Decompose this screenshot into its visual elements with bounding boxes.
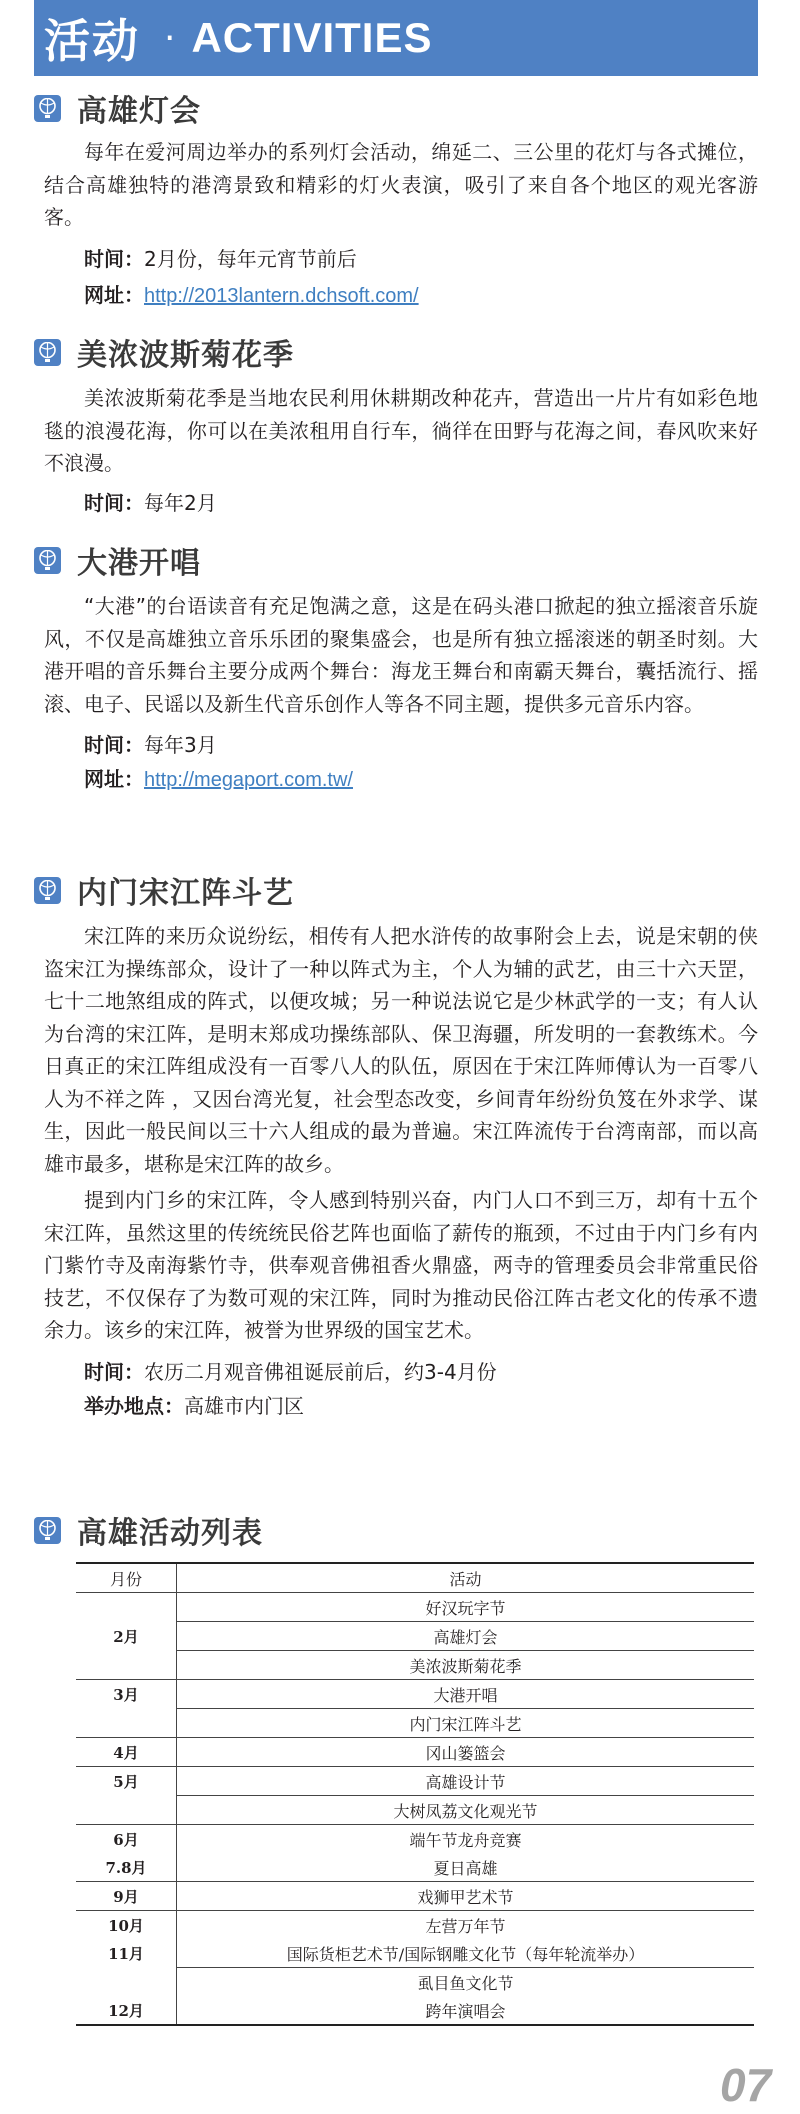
- balloon-icon: [34, 95, 61, 122]
- month-cell: 6月: [76, 1825, 177, 1854]
- section-title: 内门宋江阵斗艺: [77, 876, 294, 911]
- month-cell: 7.8月: [76, 1853, 177, 1882]
- section-title: 高雄活动列表: [77, 1516, 263, 1551]
- header-separator: ·: [164, 17, 176, 59]
- header-title-en: ACTIVITIES: [191, 14, 433, 61]
- activity-cell: 夏日高雄: [433, 1858, 498, 1878]
- table-row: [76, 1911, 754, 1940]
- month-cell: [76, 1651, 177, 1680]
- table-row: [76, 1853, 754, 1882]
- section-lantern: [34, 86, 758, 313]
- activity-cell: 大树凤荔文化观光节: [177, 1796, 755, 1825]
- activity-cell: 内门宋江阵斗艺: [177, 1709, 755, 1738]
- month-cell: 4月: [76, 1738, 177, 1767]
- month-cell: [76, 1709, 177, 1738]
- activity-cell: 高雄灯会: [177, 1622, 755, 1651]
- balloon-icon: [34, 339, 61, 366]
- section-body: 美浓波斯菊花季是当地农民利用休耕期改种花卉，营造出一片片有如彩色地毯的浪漫花海，你可以在美浓租用自行车，徜徉在田野与花海之间，春风吹来好不浪漫。: [44, 386, 758, 475]
- month-cell: 2月: [76, 1622, 177, 1651]
- activity-cell: 国际货柜艺术节/国际钢雕文化节（每年轮流举办）: [286, 1944, 645, 1964]
- table-row: [76, 1680, 754, 1709]
- place-line: 举办地点：高雄市内门区: [84, 1393, 304, 1418]
- activity-cell: 跨年演唱会: [177, 1996, 755, 2025]
- header-title-cn: 活动: [44, 14, 140, 68]
- section-body: “大港”的台语读音有充足饱满之意，这是在码头港口掀起的独立摇滚音乐旋风，不仅是高雄独立音乐乐团的聚集盛会，也是所有独立摇滚迷的朝圣时刻。大港开唱的音乐舞台主要分成两个舞台：海龙王舞台和南霸天舞台，囊括流行、摇滚、电子、民谣以及新生代音乐创作人等各不同主题，提供多元音乐内容。: [44, 594, 758, 716]
- table-row: [76, 1651, 754, 1680]
- website-link[interactable]: http://2013lantern.dchsoft.com/: [144, 284, 419, 307]
- balloon-icon: [34, 1517, 61, 1544]
- activity-cell: 大港开唱: [177, 1680, 755, 1709]
- table-row: [76, 1709, 754, 1738]
- month-cell: 10月: [76, 1911, 177, 1940]
- table-row: [76, 1796, 754, 1825]
- table-row: [76, 1968, 754, 1997]
- section-body-1: 宋江阵的来历众说纷纭，相传有人把水浒传的故事附会上去，说是宋朝的侠盗宋江为操练部众，设计了一种以阵式为主，个人为辅的武艺，由三十六天罡，七十二地煞组成的阵式，以便攻城；另一种说法说它是少林武学的一支；有人认为台湾的宋江阵，是明末郑成功操练部队、保卫海疆，所发明的一套教练术。今日真正的宋江阵组成没有一百零八人的队伍，原因在于宋江阵师傅认为一百零八人为不祥之阵 ，又因台湾光复，社会型态改变，乡间青年纷纷负笈在外求学、谋生，因此一般民间以三十六人组成的最为普遍。宋江阵流传于台湾南部，而以高雄市最多，堪称是宋江阵的故乡。: [44, 924, 758, 1176]
- time-line: 时间：每年2月: [84, 490, 217, 515]
- activity-cell: 端午节龙舟竞赛: [177, 1825, 755, 1854]
- table-row: [76, 1767, 754, 1796]
- table-row: [76, 1622, 754, 1651]
- time-line: 时间：农历二月观音佛祖诞辰前后，约3-4月份: [84, 1359, 497, 1384]
- activity-cell: 戏狮甲艺术节: [177, 1882, 755, 1911]
- activity-table-wrapper: [76, 1562, 754, 2026]
- activity-cell: 美浓波斯菊花季: [177, 1651, 755, 1680]
- website-line: 网址：http://megaport.com.tw/: [84, 767, 353, 791]
- activity-cell: 左营万年节: [177, 1911, 755, 1940]
- activity-cell: 高雄设计节: [177, 1767, 755, 1796]
- website-link[interactable]: http://megaport.com.tw/: [144, 769, 353, 791]
- activity-cell: 好汉玩字节: [177, 1593, 755, 1622]
- section-title: 高雄灯会: [77, 94, 201, 129]
- section-title: 大港开唱: [77, 546, 201, 581]
- column-header-activity: 活动: [177, 1563, 755, 1593]
- month-cell: 5月: [76, 1767, 177, 1796]
- section-body-2: 提到内门乡的宋江阵，令人感到特别兴奋，内门人口不到三万，却有十五个宋江阵，虽然这里的传统统民俗艺阵也面临了薪传的瓶颈，不过由于内门乡有内门紫竹寺及南海紫竹寺，供奉观音佛祖香火鼎盛，两寺的管理委员会非常重民俗技艺，不仅保存了为数可观的宋江阵，同时为推动民俗江阵古老文化的传承不遗余力。该乡的宋江阵，被誉为世界级的国宝艺术。: [44, 1188, 758, 1342]
- month-cell: [76, 1593, 177, 1622]
- table-row: [76, 1593, 754, 1622]
- page-number: 07: [720, 2059, 772, 2111]
- section-cosmos: [34, 330, 758, 520]
- month-cell: 12月: [76, 1996, 177, 2025]
- activity-cell: 虱目鱼文化节: [177, 1968, 755, 1997]
- table-header-row: [76, 1563, 754, 1593]
- website-line: 网址：http://2013lantern.dchsoft.com/: [84, 282, 419, 307]
- table-row: [76, 1825, 754, 1854]
- section-activity-list: [34, 1508, 758, 1552]
- section-body: 每年在爱河周边举办的系列灯会活动，绵延二、三公里的花灯与各式摊位，结合高雄独特的港湾景致和精彩的灯火表演，吸引了来自各个地区的观光客游客。: [44, 140, 758, 229]
- section-megaport: [34, 538, 758, 797]
- section-title: 美浓波斯菊花季: [77, 338, 294, 373]
- month-cell: 11月: [76, 1939, 177, 1968]
- table-row: [76, 1996, 754, 2025]
- column-header-month: 月份: [76, 1563, 177, 1593]
- table-row: [76, 1738, 754, 1767]
- page-header: [34, 0, 758, 76]
- table-row: [76, 1882, 754, 1911]
- activity-table: [76, 1562, 754, 2026]
- balloon-icon: [34, 877, 61, 904]
- time-line: 时间：2月份，每年元宵节前后: [84, 246, 357, 271]
- month-cell: 9月: [76, 1882, 177, 1911]
- time-line: 时间：每年3月: [84, 733, 217, 757]
- month-cell: 3月: [76, 1680, 177, 1709]
- balloon-icon: [34, 547, 61, 574]
- month-cell: [76, 1796, 177, 1825]
- month-cell: [76, 1968, 177, 1997]
- table-row: [76, 1939, 754, 1968]
- section-songjiang: [34, 868, 758, 1423]
- activity-cell: 冈山篓篮会: [177, 1738, 755, 1767]
